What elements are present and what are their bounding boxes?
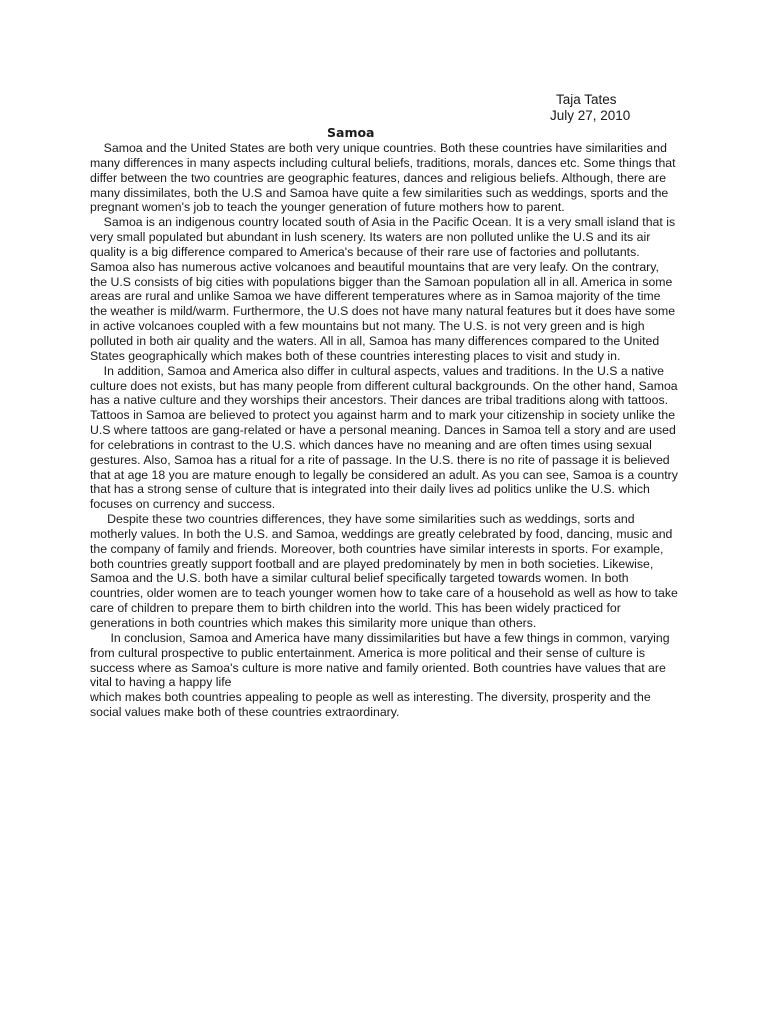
author-name: Taja Tates (556, 92, 617, 107)
document-date: July 27, 2010 (550, 108, 631, 123)
document-title: Samoa (327, 125, 375, 140)
essay-body (90, 141, 682, 720)
paragraph-similarities: Despite these two countries differences, they have some similarities such as weddings, sorts and motherly values. In both the U.S. and Samoa, weddings are greatly celebrated by food, dancing, music and the company of family and friends. Moreover, both countries have similar interests in sports. For example, both countries greatly support football and are played predominately by men in both societies. Likewise, Samoa and the U.S. both have a similar cultural belief specifically targeted towards women. In both countries, older women are to teach younger women how to take care of a household as well as how to take care of children to prepare them to birth children into the world. This has been widely practiced for generations in both countries which makes this similarity more unique than others. (90, 512, 682, 630)
paragraph-culture: In addition, Samoa and America also differ in cultural aspects, values and traditions. In the U.S a native culture does not exists, but has many people from different cultural backgrounds. On the other hand, Samoa has a native culture and they worships their ancestors. Their dances are tribal traditions along with tattoos. Tattoos in Samoa are believed to protect you against harm and to mark your citizenship in society unlike the U.S where tattoos are gang-related or have a personal meaning. Dances in Samoa tell a story and are used for celebrations in contrast to the U.S. which dances have no meaning and are often times using sexual gestures. Also, Samoa has a ritual for a rite of passage. In the U.S. there is no rite of passage it is believed that at age 18 you are mature enough to legally be considered an adult. As you can see, Samoa is a country that has a strong sense of culture that is integrated into their daily lives ad politics unlike the U.S. which focuses on currency and success. (90, 363, 682, 512)
paragraph-intro: Samoa and the United States are both very unique countries. Both these countries have similarities and many differences in many aspects including cultural beliefs, traditions, morals, dances etc. Some things that differ between the two countries are geographic features, dances and religious beliefs. Although, there are many dissimilates, both the U.S and Samoa have quite a few similarities such as weddings, sports and the pregnant women's job to teach the younger generation of future mothers how to parent. (90, 141, 679, 215)
paragraph-conclusion: In conclusion, Samoa and America have many dissimilarities but have a few things in common, varying from cultural prospective to public entertainment. America is more political and their sense of culture is success where as Samoa's culture is more native and family oriented. Both countries have values that are vital to having a happy life which makes both countries appealing to people as well as interesting. The diversity, prosperity and the social values make both of these countries extraordinary. (90, 630, 670, 720)
paragraph-geography: Samoa is an indigenous country located south of Asia in the Pacific Ocean. It is a very small island that is very small populated but abundant in lush scenery. Its waters are non polluted unlike the U.S and its air quality is a big difference compared to America's because of their rare use of factories and pollutants. Samoa also has numerous active volcanoes and beautiful mountains that are very leafy. On the contrary, the U.S consists of big cities with populations bigger than the Samoan population all in all. America in some areas are rural and unlike Samoa we have different temperatures where as in Samoa majority of the time the weather is mild/warm. Furthermore, the U.S does not have many natural features but it does have some in active volcanoes coupled with a few mountains but not many. The U.S. is not very green and is high polluted in both air quality and the waters. All in all, Samoa has many differences compared to the United States geographically which makes both of these countries interesting places to visit and study in. (90, 215, 679, 363)
